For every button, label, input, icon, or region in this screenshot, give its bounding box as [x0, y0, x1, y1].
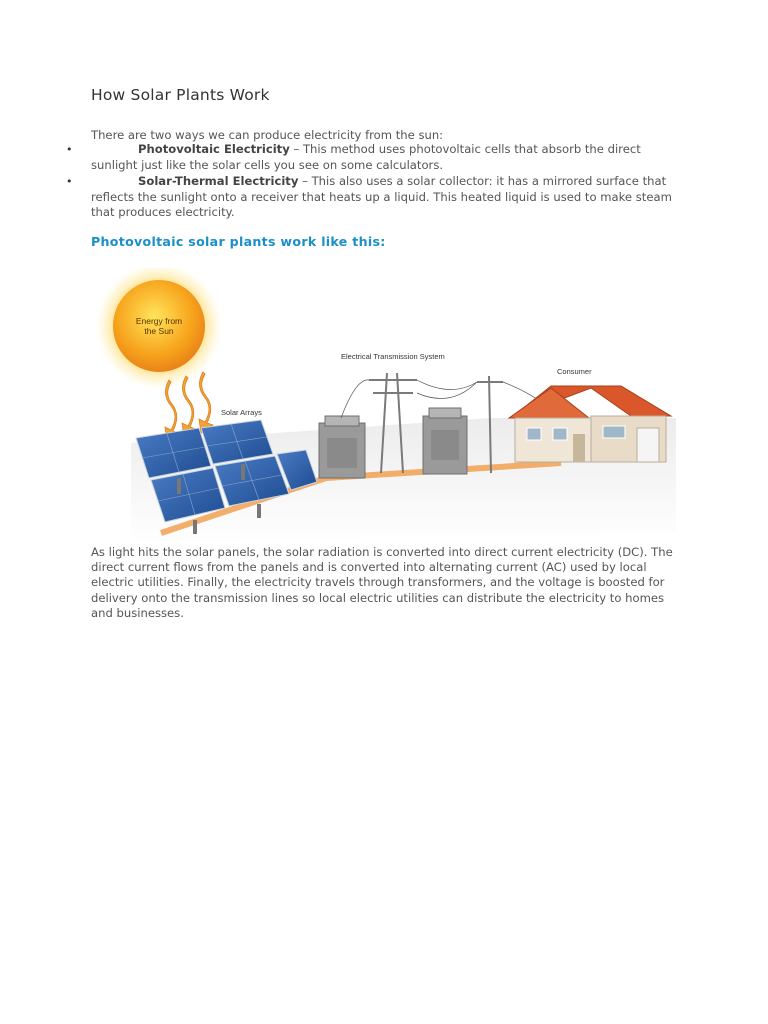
sun-label-line-1: Energy from	[135, 316, 183, 326]
list-item-term: Photovoltaic Electricity	[138, 142, 290, 156]
section-subheading: Photovoltaic solar plants work like this:	[91, 234, 386, 249]
list-item-text	[91, 174, 681, 221]
solar-plant-illustration	[91, 268, 681, 548]
house-icon	[509, 386, 671, 462]
intro-text: There are two ways we can produce electricity from the sun:	[91, 128, 444, 142]
methods-list	[0, 142, 768, 221]
solar-arrays-label: Solar Arrays	[221, 408, 262, 417]
solar-plant-diagram	[91, 268, 681, 548]
bullet-marker: •	[66, 175, 73, 188]
list-item-text	[91, 142, 681, 173]
list-item	[0, 174, 768, 221]
list-item-description: – This also uses a solar collector: it has a mirrored surface that reflects the sunlight onto a receiver that heats up a liquid. This heated liquid is used to make steam that produces electricity.	[91, 174, 672, 219]
list-item-term: Solar-Thermal Electricity	[138, 174, 299, 188]
list-item	[0, 142, 768, 173]
list-item-description: – This method uses photovoltaic cells that absorb the direct sunlight just like the solar cells you see on some calculators.	[91, 142, 641, 172]
sun-label-line-2: the Sun	[144, 326, 174, 336]
explanation-paragraph: As light hits the solar panels, the solar radiation is converted into direct current electricity (DC). The direct current flows from the panels and is converted into alternating current (AC) used by local electric utilities. Finally, the electricity travels through transformers, and the voltage is boosted for delivery onto the transmission lines so local electric utilities can distribute the electricity to homes and businesses.	[91, 545, 673, 620]
consumer-label: Consumer	[557, 367, 592, 376]
page-title: How Solar Plants Work	[91, 86, 270, 104]
bullet-marker: •	[66, 143, 73, 156]
transmission-label: Electrical Transmission System	[341, 352, 445, 361]
